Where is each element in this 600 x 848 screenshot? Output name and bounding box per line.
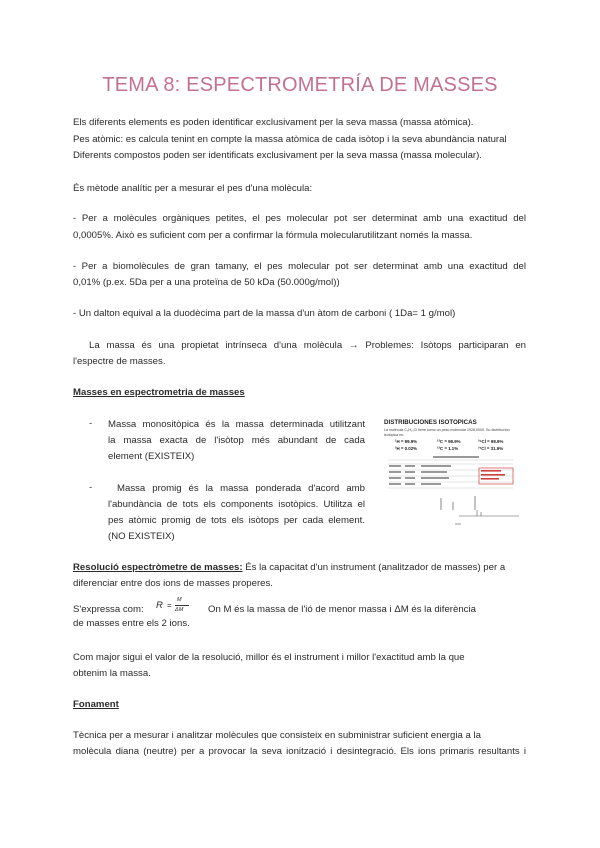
fonament-line-2: molècula diana (neutre) per a provocar la seva ionització i desintegració. Els ions primaris resultants i	[73, 746, 526, 757]
masses-heading: Masses en espectrometria de masses	[73, 387, 245, 398]
figure-cl35: ³⁵Cl = 98.9%	[478, 439, 504, 444]
figure-h1: ¹H = 99.9%	[395, 439, 418, 444]
property-line-2: l'espectre de masses.	[73, 356, 166, 367]
intro-line-2: Pes atòmic: es calcula tenint en compte la massa atòmica de cada isòtop i la seva abundància natural	[73, 134, 507, 145]
bullet-2-line-2: l'abundància de tots els components isotòpics. Utilitza el	[108, 499, 365, 510]
dalton-line: - Un dalton equival a la duodècima part de la massa d'un àtom de carboni ( 1Da= 1 g/mol)	[73, 308, 456, 319]
organic-line-1: - Per a molècules orgàniques petites, el pes molecular pot ser determinat amb una exactitud del	[73, 213, 526, 224]
bullet-2-line-4: (NO EXISTEIX)	[108, 531, 175, 542]
page-title: TEMA 8: ESPECTROMETRÍA DE MASSES	[102, 74, 498, 96]
method-intro: És mètode analític per a mesurar el pes d'una molècula:	[73, 183, 313, 194]
higher-resolution-line-2: obtenim la massa.	[73, 668, 151, 679]
formula-fraction-bar	[175, 605, 189, 606]
fonament-line-1: Tècnica per a mesurar i analitzar molècules que consisteix en subministrar suficient energia a la	[73, 730, 481, 741]
bullet-2-line-1: Massa promig és la massa ponderada d'acord amb	[117, 483, 365, 494]
intro-line-3: Diferents compostos poden ser identificats exclusivament per la seva massa (massa molecular).	[73, 150, 482, 161]
intro-line-1: Els diferents elements es poden identificar exclusivament per la seva massa (massa atòmica).	[73, 117, 474, 128]
formula-denominator: ΔM	[175, 607, 184, 613]
bullet-dash-2: -	[89, 482, 93, 493]
resolution-formula	[156, 598, 194, 614]
bullet-1-line-3: element (EXISTEIX)	[108, 451, 195, 462]
isotopic-distribution-figure	[381, 418, 519, 528]
higher-resolution-line-1: Com major sigui el valor de la resolució, millor és el instrument i millor l'exactitud amb la que	[73, 652, 465, 663]
resolution-line-2: diferenciar entre dos ions de masses properes.	[73, 578, 273, 589]
resolution-heading: Resolució espectròmetre de masses:	[73, 562, 243, 573]
expressed-line-2: de masses entre els 2 ions.	[73, 618, 190, 629]
figure-subtitle: La molécula C₆H₁₅Cl tiene como un peso molecular 1928,0000. Su distribución isotópica es:	[384, 428, 510, 437]
bullet-2-line-3: pes atòmic promig de tots els isòtops per cada element.	[108, 515, 365, 526]
figure-c13: ¹³C = 1.1%	[437, 446, 459, 451]
isotope-table-and-spectrum	[381, 454, 519, 528]
formula-r: R	[156, 600, 163, 611]
property-line-1: La massa és una propietat intrínseca d'una molècula → Problemes: Isòtops participaran en	[89, 340, 526, 351]
figure-h2: ²H = 0.02%	[395, 446, 418, 451]
fonament-heading: Fonament	[73, 699, 119, 710]
formula-numerator: M	[177, 597, 182, 603]
figure-title: DISTRIBUCIONES ISOTOPICAS	[384, 419, 477, 426]
expressed-prefix: S'expressa com:	[73, 604, 144, 615]
biomolecules-line-2: 0,01% (p.ex. 5Da per a una proteïna de 50 kDa (50.000g/mol))	[73, 277, 340, 288]
bullet-1-line-1: Massa monositòpica és la massa determinada utilitzant	[108, 419, 365, 430]
organic-line-2: 0,0005%. Això es suficient com per a confirmar la fórmula molecularutilitzant només la massa.	[73, 230, 473, 241]
bullet-1-line-2: la massa exacta de l'isòtop més abundant de cada	[108, 435, 365, 446]
figure-c12: ¹²C = 98.9%	[437, 439, 461, 444]
figure-cl37: ³⁷Cl = 31.9%	[478, 446, 504, 451]
formula-equals: =	[167, 601, 172, 610]
resolution-line-1	[73, 561, 505, 574]
expressed-rest: On M és la massa de l'ió de menor massa i ΔM és la diferència	[208, 604, 476, 615]
bullet-dash-1: -	[89, 418, 93, 429]
resolution-definition: És la capacitat d'un instrument (analitzador de masses) per a	[242, 562, 506, 573]
biomolecules-line-1: - Per a biomolècules de gran tamany, el pes molecular pot ser determinat amb una exactitud del	[73, 261, 526, 272]
